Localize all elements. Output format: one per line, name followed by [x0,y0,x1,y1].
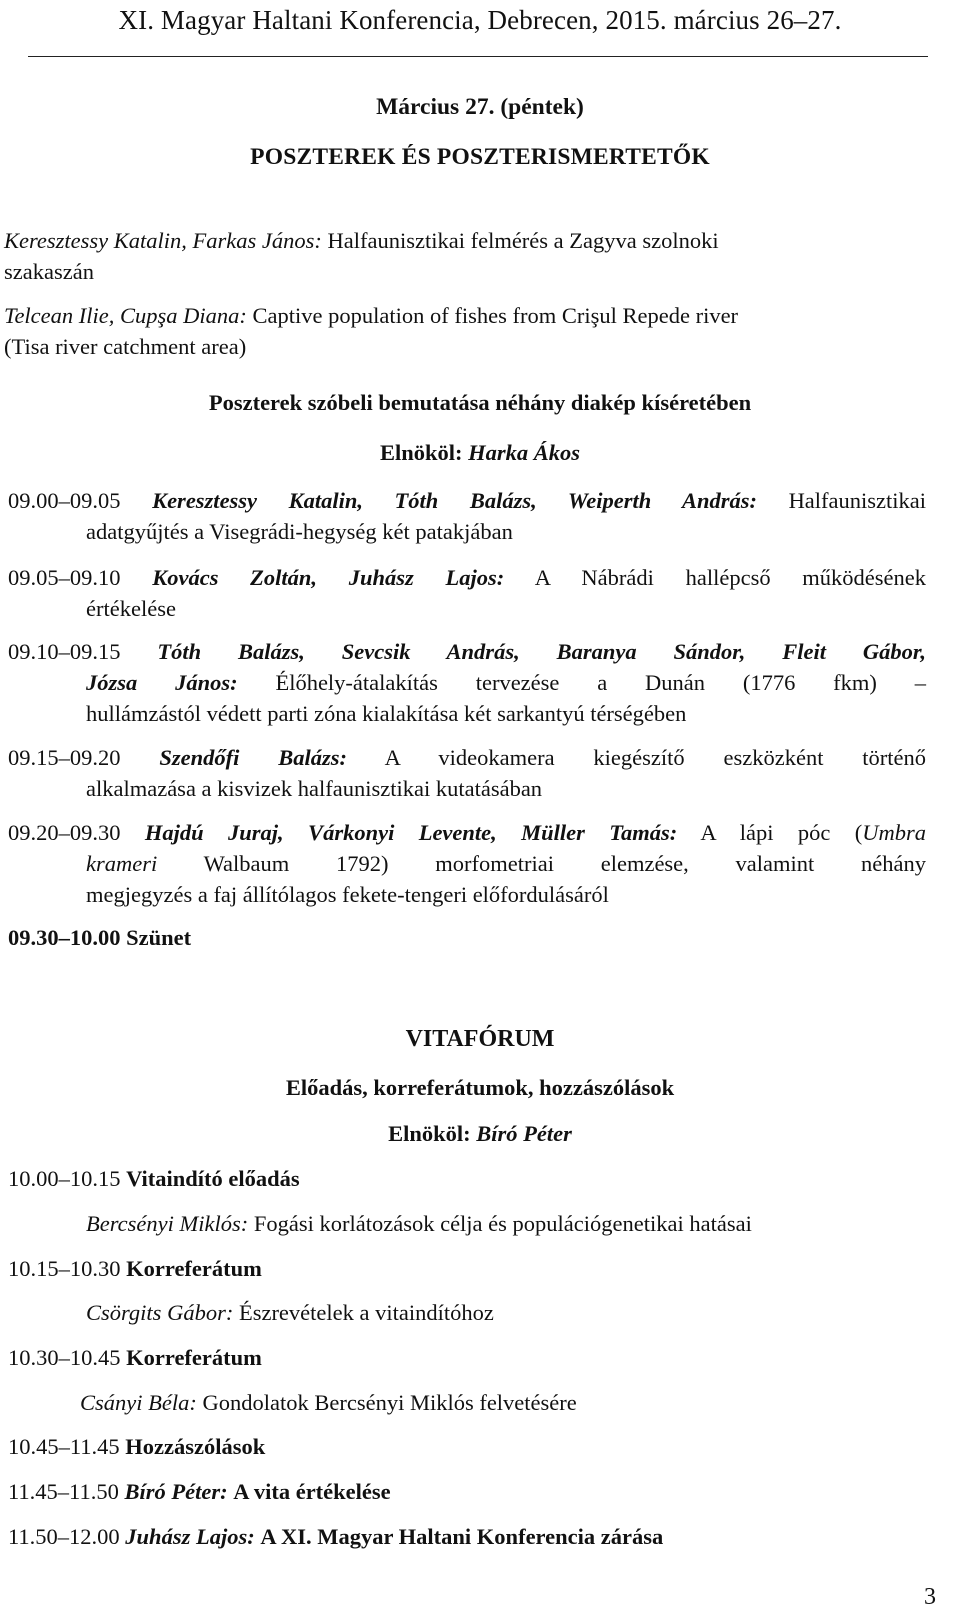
speaker-title: Gondolatok Bercsényi Miklós felvetésére [202,1390,577,1415]
chair-label: Elnököl: [388,1121,471,1146]
poster-session-chair [0,438,960,468]
slot-label: A vita értékelése [233,1479,391,1504]
forum-slot [8,1521,663,1552]
talk-entry [8,742,926,804]
slot-label: Korreferátum [126,1345,262,1370]
day-date: Március 27. (péntek) [376,94,584,120]
break-label: Szünet [126,925,192,950]
forum-slot [8,1253,262,1284]
talk-title: A lápi póc ( [700,820,863,845]
forum-speaker-line [80,1387,577,1418]
slot-time: 11.45–11.50 [8,1479,119,1504]
slot-time: 11.50–12.00 [8,1524,120,1549]
talk-title: A videokamera kiegészítő eszközként történő [384,745,927,770]
talk-authors: Tóth Balázs, Sevcsik András, Baranya Sándor, Fleit Gábor, [157,639,926,664]
forum-subtitle: Előadás, korreferátumok, hozzászólások [285,1075,675,1100]
talk-authors: Keresztessy Katalin, Tóth Balázs, Weiperth András: [152,488,757,513]
poster-session-subtitle: Poszterek szóbeli bemutatása néhány diakép kíséretében [208,390,752,415]
speaker-name: Csányi Béla: [80,1390,197,1415]
slot-label: Vitaindító előadás [126,1166,300,1191]
talk-time: 09.10–09.15 [8,639,121,664]
forum-slot [8,1342,262,1373]
species-name: Umbra [862,820,927,845]
slot-label: Hozzászólások [125,1434,266,1459]
talk-authors: Kovács Zoltán, Juhász Lajos: [152,565,505,590]
poster-title-cont: (Tisa river catchment area) [4,334,247,359]
talk-entry [8,485,926,547]
chair-name: Harka Ákos [468,440,581,465]
forum-speaker-line [86,1297,494,1328]
slot-time: 10.00–10.15 [8,1166,121,1191]
speaker-name: Juhász Lajos: [125,1524,255,1549]
slot-time: 10.30–10.45 [8,1345,121,1370]
talk-title-cont: alkalmazása a kisvizek halfaunisztikai kutatásában [86,776,543,801]
forum-slot [8,1476,391,1507]
speaker-name: Bíró Péter: [124,1479,228,1504]
poster-title: Halfaunisztikai felmérés a Zagyva szolnoki [327,228,719,253]
speaker-title: Észrevételek a vitaindítóhoz [238,1300,494,1325]
species-name: krameri [86,851,158,876]
talk-entry [8,817,926,910]
break-entry [8,922,191,953]
talk-time: 09.15–09.20 [8,745,121,770]
page-number: 3 [924,1584,936,1610]
forum-title: VITAFÓRUM [405,1026,555,1052]
slot-time: 10.45–11.45 [8,1434,120,1459]
running-header: XI. Magyar Haltani Konferencia, Debrecen, 2015. március 26–27. [118,5,842,35]
forum-chair [0,1119,960,1149]
section-title: POSZTEREK ÉS POSZTERISMERTETŐK [250,144,710,170]
talk-title: Walbaum 1792) morfometriai elemzése, valamint néhány [203,851,927,876]
poster-entry [4,225,924,287]
poster-authors: Keresztessy Katalin, Farkas János: [4,228,322,253]
talk-authors: Hajdú Juraj, Várkonyi Levente, Müller Tamás: [144,820,678,845]
talk-entry [8,562,926,624]
talk-authors: Szendőfi Balázs: [159,745,347,770]
talk-title: Halfaunisztikai [788,488,927,513]
talk-title-cont: értékelése [86,596,176,621]
poster-authors: Telcean Ilie, Cupşa Diana: [4,303,247,328]
slot-label: Korreferátum [126,1256,262,1281]
slot-label: A XI. Magyar Haltani Konferencia zárása [260,1524,664,1549]
forum-speaker-line [86,1208,752,1239]
talk-title-cont: adatgyűjtés a Visegrádi-hegység két patakjában [86,519,513,544]
chair-label: Elnököl: [379,440,463,465]
talk-time: 09.05–09.10 [8,565,121,590]
talk-title-cont: megjegyzés a faj állítólagos fekete-tengeri előfordulásáról [86,882,609,907]
talk-title-cont: hullámzástól védett parti zóna kialakítása két sarkantyú térségében [86,701,687,726]
chair-name: Bíró Péter [476,1121,572,1146]
poster-title-cont: szakaszán [4,259,94,284]
slot-time: 10.15–10.30 [8,1256,121,1281]
talk-time: 09.00–09.05 [8,488,121,513]
talk-authors-cont: Józsa János: [86,670,238,695]
forum-slot [8,1431,265,1462]
speaker-name: Csörgits Gábor: [86,1300,234,1325]
header-rule [28,56,928,57]
talk-entry [8,636,926,729]
forum-slot [8,1163,300,1194]
talk-time: 09.20–09.30 [8,820,121,845]
speaker-name: Bercsényi Miklós: [86,1211,249,1236]
poster-entry [4,300,924,362]
talk-title: Élőhely-átalakítás tervezése a Dunán (1776 fkm) – [275,670,927,695]
talk-title: A Nábrádi hallépcső működésének [534,565,926,590]
speaker-title: Fogási korlátozások célja és populációgenetikai hatásai [253,1211,752,1236]
break-time: 09.30–10.00 [8,925,121,950]
poster-title: Captive population of fishes from Crişul Repede river [252,303,739,328]
